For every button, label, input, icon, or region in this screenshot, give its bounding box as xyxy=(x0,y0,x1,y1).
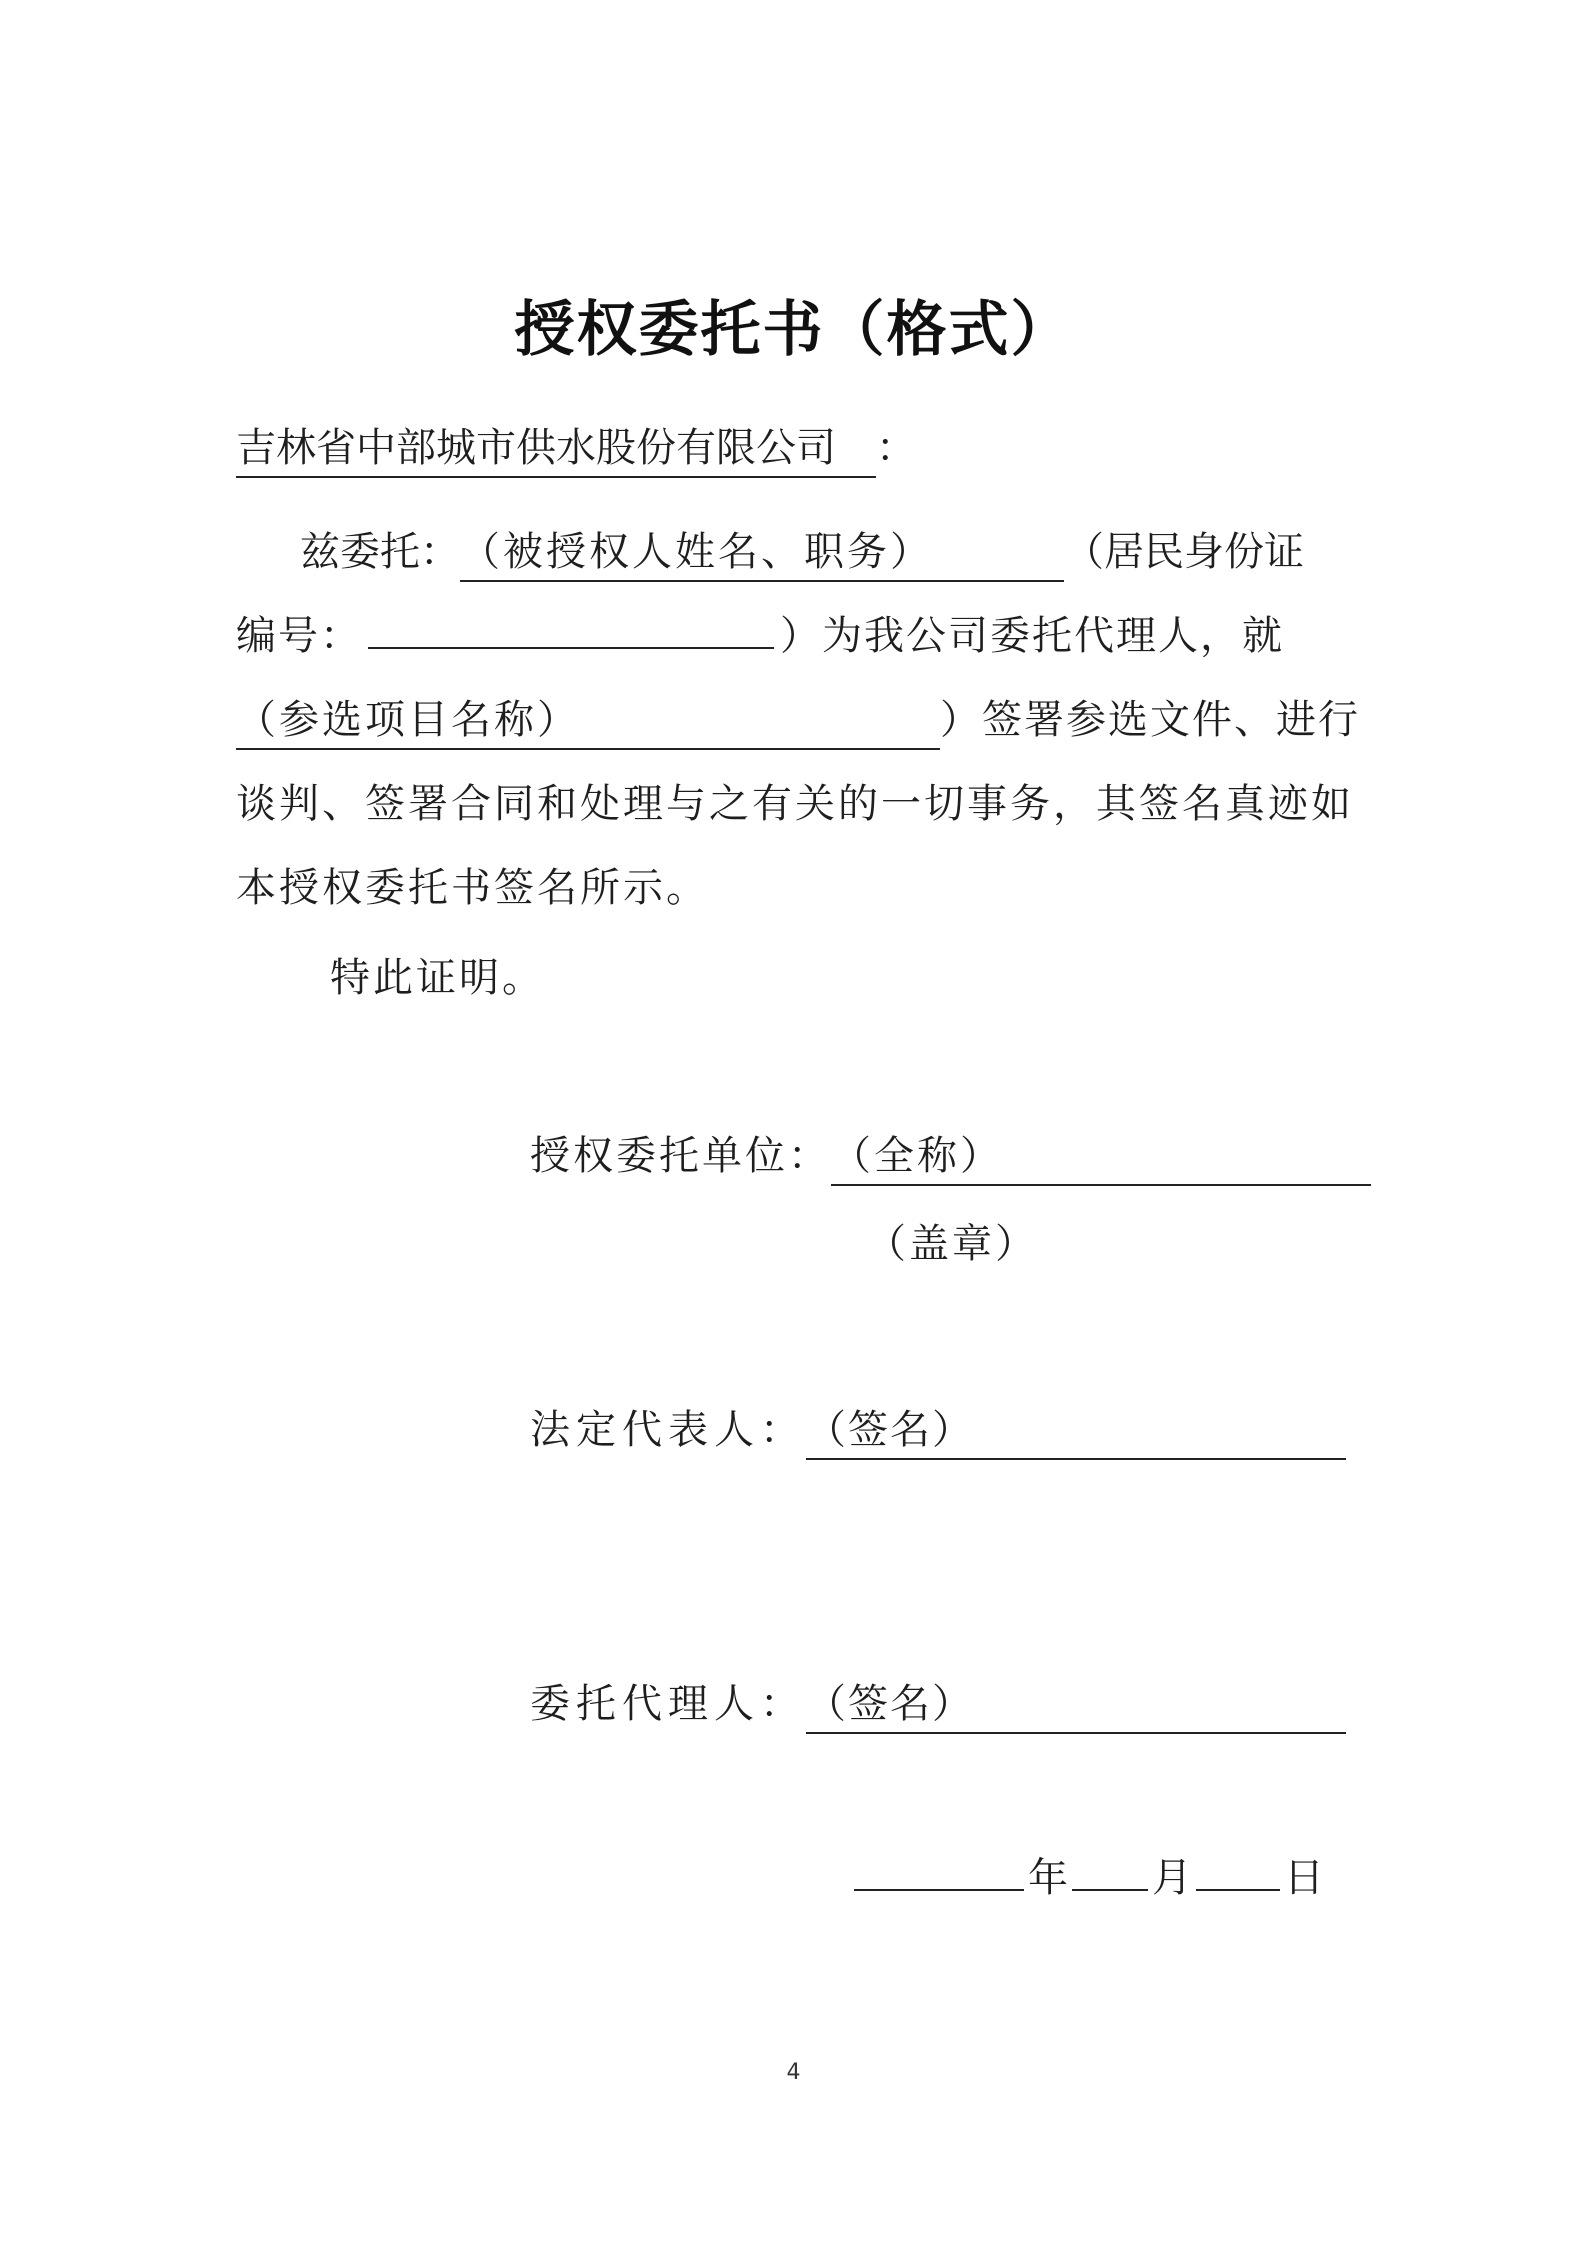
agent-signature-field: （签名） xyxy=(806,1676,1346,1734)
authorizing-unit-line xyxy=(530,1128,1371,1186)
entrust-prefix: 兹委托： xyxy=(300,529,460,575)
authorized-person-field: （被授权人姓名、职务） xyxy=(460,524,1064,582)
id-number-prefix: 编号： xyxy=(236,613,362,659)
paragraph-line-1 xyxy=(300,524,1304,582)
page-number: 4 xyxy=(786,2060,801,2085)
id-card-label: （居民身份证 xyxy=(1064,529,1304,575)
id-number-blank xyxy=(368,611,774,649)
month-label: 月 xyxy=(1152,1855,1192,1901)
paragraph-line-4: 谈判、签署合同和处理与之有关的一切事务，其签名真迹如 xyxy=(236,781,1354,827)
document-title: 授权委托书（格式） xyxy=(514,295,1073,365)
sign-documents-text: ）签署参选文件、进行 xyxy=(940,697,1360,743)
seal-note: （盖章） xyxy=(866,1221,1038,1267)
agent-line xyxy=(530,1676,1346,1734)
legal-representative-line xyxy=(530,1402,1346,1460)
agent-label: 委托代理人： xyxy=(530,1681,806,1727)
paragraph-line-3 xyxy=(236,692,1360,750)
recipient-suffix: ： xyxy=(876,425,916,471)
paragraph-line-2 xyxy=(236,608,1284,664)
legal-representative-signature-field: （签名） xyxy=(806,1402,1346,1460)
legal-representative-label: 法定代表人： xyxy=(530,1407,806,1453)
authorizing-unit-field: （全称） xyxy=(831,1128,1371,1186)
recipient-name: 吉林省中部城市供水股份有限公司 xyxy=(236,420,876,478)
year-label: 年 xyxy=(1028,1855,1068,1901)
paragraph-line-5: 本授权委托书签名所示。 xyxy=(236,865,709,911)
year-blank xyxy=(854,1853,1024,1891)
authorizing-unit-label: 授权委托单位： xyxy=(530,1133,831,1179)
recipient-line xyxy=(236,420,916,478)
day-blank xyxy=(1196,1853,1280,1891)
agent-appoint-text: ）为我公司委托代理人，就 xyxy=(780,613,1284,659)
project-name-field: （参选项目名称） xyxy=(236,692,940,750)
date-line xyxy=(854,1850,1328,1906)
day-label: 日 xyxy=(1284,1855,1324,1901)
certification-text: 特此证明。 xyxy=(330,955,545,1001)
month-blank xyxy=(1072,1853,1148,1891)
